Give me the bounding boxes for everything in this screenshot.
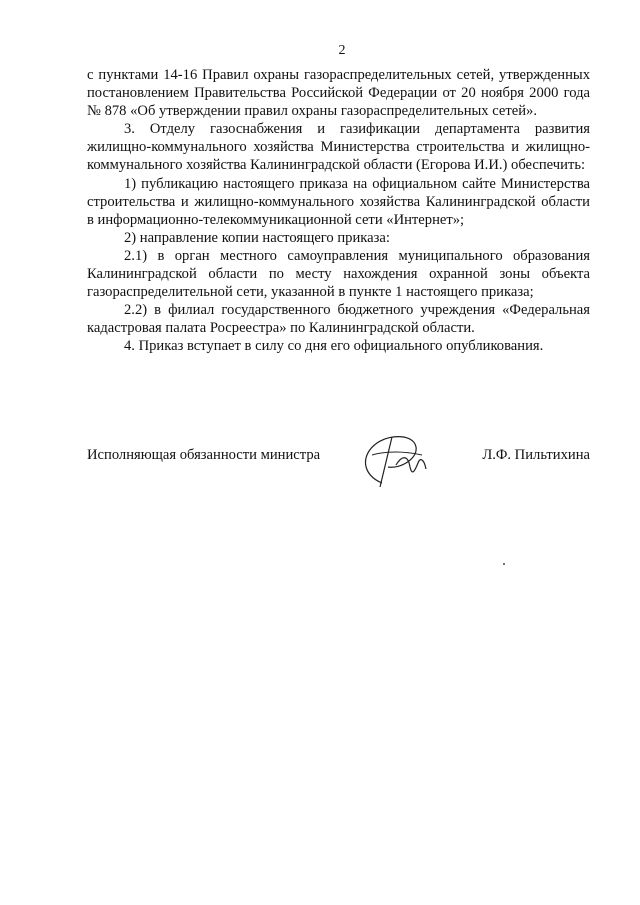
signatory-title: Исполняющая обязанности министра bbox=[87, 447, 321, 463]
paragraph-item-4: 4. Приказ вступает в силу со дня его официального опубликования. bbox=[124, 338, 544, 355]
paragraph-subitem-2: 2) направление копии настоящего приказа: bbox=[124, 229, 390, 246]
speck-mark bbox=[503, 563, 505, 565]
paragraph-subitem-2-2: 2.2) в филиал государственного бюджетного учреждения «Федеральная кадастровая палата Росреестра» по Калининградской области. bbox=[87, 302, 590, 337]
paragraph-subitem-1: 1) публикацию настоящего приказа на официальном сайте Министерства строительства и жилищно-коммунального хозяйства Калининградской области в информационно-телекоммуникационной сети «Интернет»; bbox=[87, 175, 590, 228]
signature-block bbox=[87, 445, 590, 515]
document-body bbox=[87, 66, 590, 356]
paragraph-subitem-2-1: 2.1) в орган местного самоуправления муниципального образования Калининградской области по месту нахождения охранной зоны объекта газораспределительной сети, указанной в пункте 1 настоящего приказа; bbox=[87, 247, 590, 301]
page-number: 2 bbox=[338, 43, 346, 58]
handwritten-signature bbox=[352, 425, 442, 495]
signatory-name: Л.Ф. Пильтихина bbox=[482, 447, 590, 463]
paragraph-item-3: 3. Отделу газоснабжения и газификации департамента развития жилищно-коммунального хозяйства Министерства строительства и жилищно-коммунального хозяйства Калининградской области (Егорова И.И.) обеспечить: bbox=[87, 121, 590, 174]
paragraph-continuation: с пунктами 14-16 Правил охраны газораспределительных сетей, утвержденных постановлением Правительства Российской Федерации от 20 ноября 2000 года № 878 «Об утверждении правил охраны газораспределительных сетей». bbox=[87, 67, 590, 120]
